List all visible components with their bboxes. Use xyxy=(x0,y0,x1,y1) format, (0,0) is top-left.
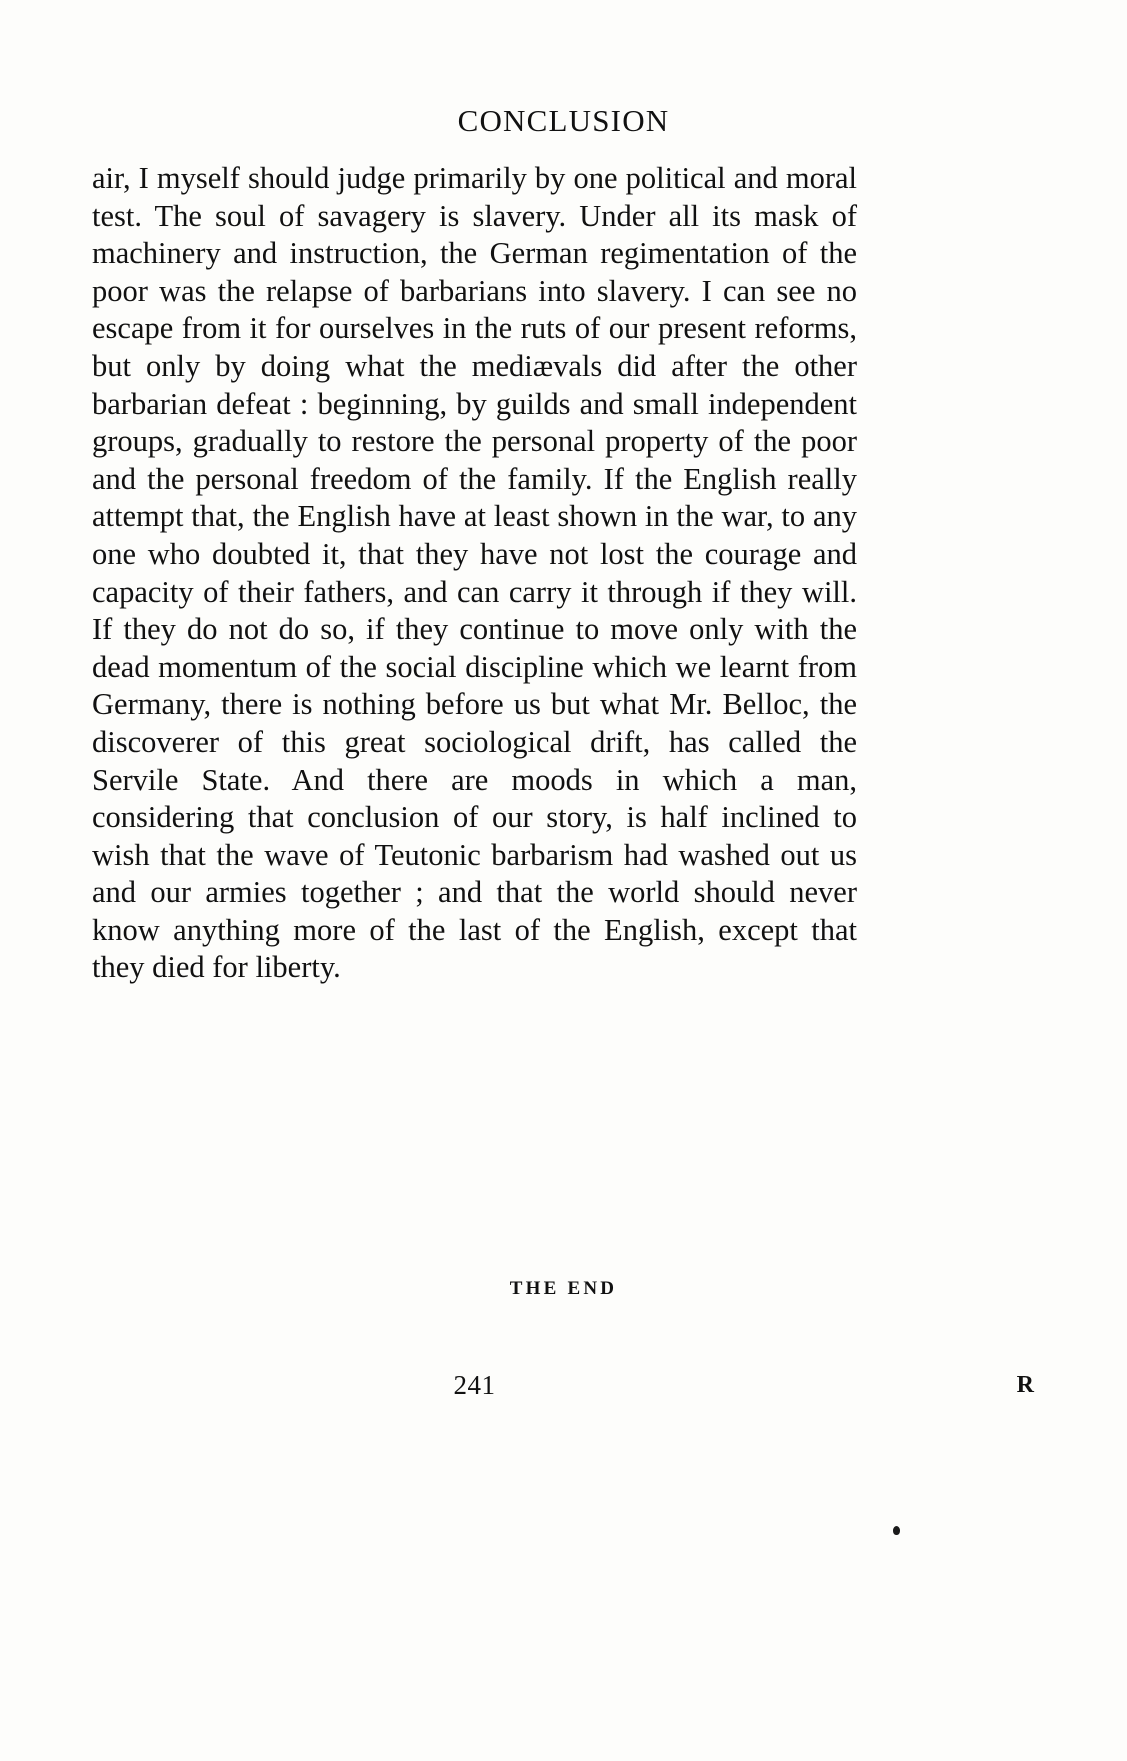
page-number: 241 xyxy=(453,1370,496,1400)
ink-speck xyxy=(893,1526,900,1535)
page-running-head: CONCLUSION xyxy=(457,103,670,138)
body-paragraph: air, I myself should judge primarily by one political and moral test. The soul of savagery is slavery. Under all its mask of machinery and instruction, the German regimentation of the poor was the relapse of barbarians into slavery. I can see no escape from it for ourselves in the ruts of our present reforms, but only by doing what the mediævals did after the other barbarian defeat : beginning, by guilds and small independent groups, gradually to restore the personal property of the poor and the personal freedom of the family. If the English really attempt that, the English have at least shown in the war, to any one who doubted it, that they have not lost the courage and capacity of their fathers, and can carry it through if they will. If they do not do so, if they continue to move only with the dead momentum of the social discipline which we learnt from Germany, there is nothing before us but what Mr. Belloc, the discoverer of this great sociological drift, has called the Servile State. And there are moods in which a man, considering that conclusion of our story, is half inclined to wish that the wave of Teutonic barbarism had washed out us and our armies together ; and that the world should never know anything more of the last of the English, except that they died for liberty. xyxy=(92,161,857,985)
body-text-block xyxy=(92,160,857,987)
end-marker: THE END xyxy=(509,1278,618,1299)
folio-row xyxy=(92,1370,857,1410)
signature-mark: R xyxy=(1016,1372,1035,1398)
